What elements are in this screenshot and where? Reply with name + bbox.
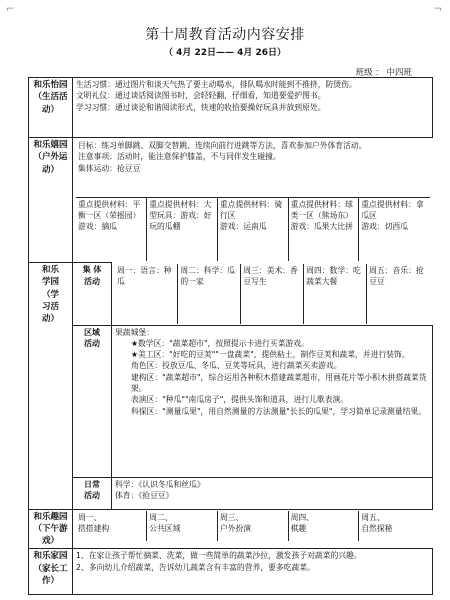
- home-line: 2、多向幼儿介绍蔬菜，告诉幼儿蔬菜含有丰富的营养，要多吃蔬菜。: [76, 562, 315, 572]
- life-content: [73, 78, 433, 138]
- home-row: [29, 549, 433, 595]
- home-content: [73, 549, 433, 595]
- home-section-label: 和乐家园 （家长工作）: [29, 549, 73, 595]
- outdoor-spot: 重点提供材料：大型玩具：游戏：好玩的瓜棚: [147, 197, 218, 261]
- area-line: 表演区："种瓜""南瓜房子"，提供头饰和道具，进行儿歌表演。: [131, 395, 349, 405]
- outdoor-spot: 重点提供材料：球类一区（熊场东） 游戏：瓜果大比拼: [288, 197, 359, 261]
- outdoor-spot: 重点提供材料：骑行区 游戏：运南瓜: [217, 197, 288, 261]
- life-line: 生活习惯：通过图片和谈天气热了要主动喝水，排队喝水时能到不推挤，防烫伤。: [76, 80, 357, 89]
- area-activity-label: 区域 活动: [73, 325, 112, 477]
- outdoor-spot: 重点提供材料：平衡一区（荣摇园） 游戏：摘瓜: [76, 197, 147, 261]
- learning-section-label: 和乐 学园 （学 习活 动）: [29, 263, 73, 510]
- game-day: 周三、 户外扮演: [217, 511, 288, 541]
- date-range: （ 4月 22日—— 4月 26日）: [163, 48, 287, 58]
- life-line: 学习习惯：通过谈论和谐阅读形式，快速的收拾要操好玩具并放到原处。: [76, 102, 326, 112]
- area-activity-content: [112, 325, 433, 477]
- learning-area-row: [29, 325, 433, 477]
- group-activity-days: [112, 263, 433, 326]
- home-line: 1、在家让孩子帮忙摘菜、洗菜，做一些简单的蔬菜沙拉，激发孩子对蔬菜的兴趣。: [76, 551, 362, 561]
- daily-line: 体育：《抢豆豆》: [115, 490, 174, 500]
- group-activity-label: 集 体 活动: [73, 263, 112, 326]
- outdoor-line: 注意事项：活动时，能注意保护膝盖，不与同伴发生碰撞。: [78, 152, 281, 162]
- outdoor-content: [73, 138, 433, 263]
- area-line: 科探区："测量瓜果"，用自然测量的方法测量"长长的瓜果"，学习简单记录测量结果。: [131, 406, 427, 416]
- area-line: ★美工区："好吃的豆荚""一盘蔬菜"，提供粘土，制作豆荚和蔬菜，并进行装饰。: [131, 350, 410, 360]
- daily-activity-content: [112, 477, 433, 509]
- daily-activity-label: 日常 活动: [73, 477, 112, 509]
- life-line: 文明礼仪：通过谈话阅读图书时，会轻轻翻，仔细看，知道要爱护图书。: [76, 91, 326, 101]
- outdoor-line: 集体运动：抢豆豆: [78, 163, 141, 173]
- outdoor-text: [76, 139, 430, 197]
- learning-daily-row: [29, 477, 433, 509]
- game-day: 周二、 公共区域: [147, 511, 218, 541]
- class-label: 班级 ： 中四班: [355, 68, 412, 78]
- outdoor-section-label: 和乐嬉园 （户外运动）: [29, 138, 73, 263]
- daily-line: 科学：《认识冬瓜和丝瓜》: [115, 479, 205, 489]
- game-day: 周一、 搭搭建构: [76, 511, 147, 541]
- life-row: [29, 78, 433, 138]
- games-days: [73, 509, 433, 549]
- game-day: 周五、 自然探秘: [359, 511, 430, 541]
- area-line: ★数学区："蔬菜超市"，按照提示卡进行买菜游戏。: [131, 338, 309, 348]
- group-day: 周一：语言：种瓜: [115, 264, 178, 324]
- group-day: 周五：音乐：抢豆豆: [367, 264, 430, 324]
- page-title: 第十周教育活动内容安排: [145, 27, 305, 43]
- group-day: 周四：数学：吃蔬菜大餐: [304, 264, 367, 324]
- games-row: [29, 509, 433, 549]
- area-line: 角色区：投放豆瓜、冬瓜、豆荚等玩具，进行蔬菜买卖游戏。: [131, 361, 342, 371]
- corner-mark-right: ¬: [433, 4, 442, 15]
- group-day: 周三：美术：香豆写生: [241, 264, 304, 324]
- life-section-label: 和乐怡园 （生活活动）: [29, 78, 73, 138]
- schedule-table: [28, 77, 433, 595]
- outdoor-spot: 重点提供材料：拿瓜区 游戏：切西瓜: [359, 197, 430, 261]
- area-line: 建构区："蔬菜超市"，综合运用各种积木搭建蔬菜超市，用画花片等小积木拼搭蔬菜货架。: [131, 372, 427, 393]
- learning-group-row: [29, 263, 433, 326]
- corner-mark-left: ⌐: [6, 4, 15, 15]
- outdoor-line: 目标：练习单脚跳、双脚交替跳、连续向前行进跳等方法，喜欢参加户外体育活动。: [78, 141, 367, 150]
- outdoor-row: [29, 138, 433, 263]
- games-section-label: 和乐趣园 （下午游戏）: [29, 509, 73, 549]
- game-day: 周四、 棋趣: [288, 511, 359, 541]
- area-heading: 果蔬城堡：: [115, 327, 154, 337]
- group-day: 周二：科学：瓜的一家: [178, 264, 241, 324]
